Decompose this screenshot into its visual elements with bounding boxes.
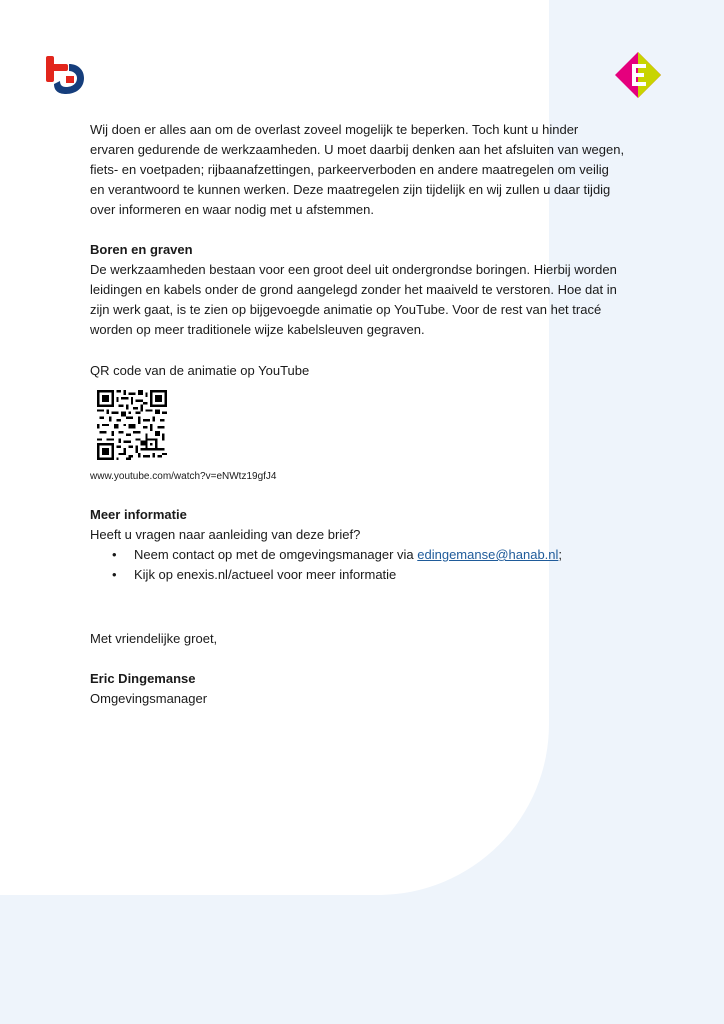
signatory-name: Eric Dingemanse [90, 671, 196, 686]
qr-code-icon[interactable] [97, 390, 167, 460]
paragraph-boren: De werkzaamheden bestaan voor een groot deel uit ondergrondse boringen. Hierbij worden leidingen en kabels onder de grond aangelegd zonder het maaiveld te verstoren. Hoe dat in zijn werk gaat, is te zien op bijgevoegde animatie op YouTube. Voor de rest van het tracé worden op meer traditionele wijze kabelsleuven gegraven. [90, 262, 617, 337]
enexis-logo-icon [615, 52, 661, 98]
letter-body [90, 120, 630, 709]
youtube-url[interactable]: www.youtube.com/watch?v=eNWtz19gfJ4 [90, 471, 277, 482]
bullet-dot: • [112, 547, 117, 562]
hanab-logo-icon [44, 54, 86, 96]
info-list [90, 545, 630, 585]
heading-boren-en-graven: Boren en graven [90, 242, 193, 257]
signatory-role: Omgevingsmanager [90, 691, 208, 706]
contact-text: Neem contact op met de omgevingsmanager via [134, 547, 418, 562]
info-question: Heeft u vragen naar aanleiding van deze brief? [90, 527, 361, 542]
bullet-dot: • [112, 567, 117, 582]
paragraph-overlast: Wij doen er alles aan om de overlast zoveel mogelijk te beperken. Toch kunt u hinder ervaren gedurende de werkzaamheden. U moet daarbij denken aan het afsluiten van wegen, fiets- en voetpaden; rijbaanafzettingen, parkeerverboden en andere maatregelen om veilig en verantwoord te kunnen werken. Deze maatregelen zijn tijdelijk en wij zullen u daar tijdig over informeren en waar nodig met u afstemmen. [90, 122, 625, 217]
closing-greeting: Met vriendelijke groet, [90, 631, 218, 646]
list-item-contact [90, 545, 630, 565]
qr-code-label: QR code van de animatie op YouTube [90, 363, 310, 378]
contact-suffix: ; [558, 547, 563, 562]
email-link[interactable]: edingemanse@hanab.nl [417, 547, 559, 562]
heading-meer-informatie: Meer informatie [90, 507, 187, 522]
website-text: Kijk op enexis.nl/actueel voor meer informatie [134, 567, 397, 582]
list-item-website [90, 565, 630, 585]
